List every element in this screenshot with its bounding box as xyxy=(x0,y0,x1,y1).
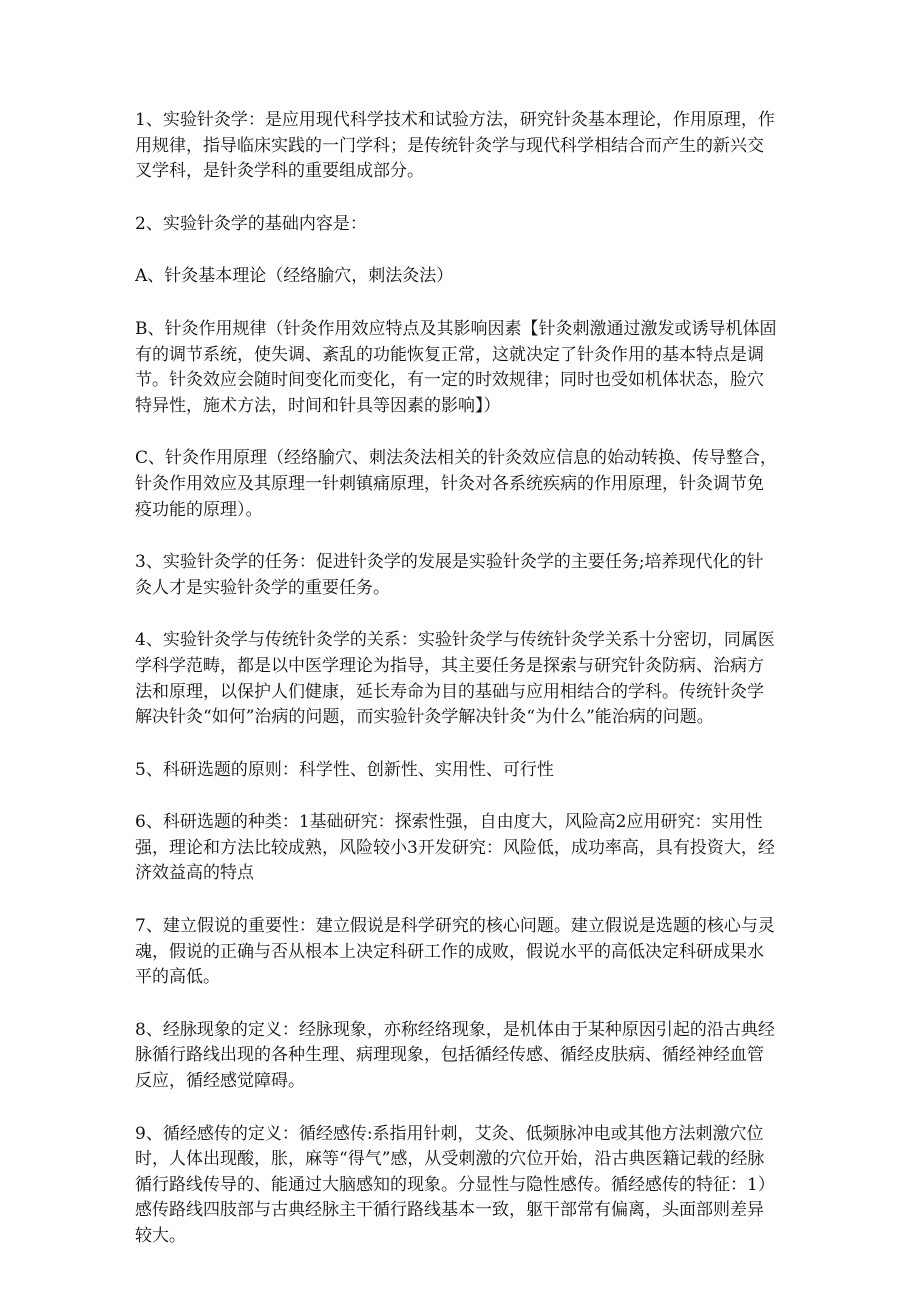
paragraph-2b-action-rules: B、针灸作用规律（针灸作用效应特点及其影响因素【针灸刺激通过激发或诱导机体固有的调节系统，使失调、紊乱的功能恢复正常，这就决定了针灸作用的基本特点是调节。针灸效应会随时间变化而变化，有一定的时效规律；同时也受如机体状态，脸穴特异性，施术方法，时间和针具等因素的影响】） xyxy=(135,318,777,416)
paragraph-4-relationship: 4、实验针灸学与传统针灸学的关系：实验针灸学与传统针灸学关系十分密切，同属医学科学范畴，都是以中医学理论为指导，其主要任务是探索与研究针灸防病、治病方法和原理，以保护人们健康，延长寿命为目的基础与应用相结合的学科。传统针灸学解决针灸“如何”治病的问题，而实验针灸学解决针灸“为什么”能治病的问题。 xyxy=(135,630,775,728)
paragraph-3-tasks: 3、实验针灸学的任务：促进针灸学的发展是实验针灸学的主要任务;培养现代化的针灸人才是实验针灸学的重要任务。 xyxy=(135,552,764,598)
paragraph-9-propagated-sensation: 9、循经感传的定义：循经感传:系指用针刺，艾灸、低频脉冲电或其他方法刺激穴位时，人体出现酸，胀，麻等“得气”感，从受刺激的穴位开始，沿古典医籍记载的经脉循行路线传导的、能通过大脑感知的现象。分显性与隐性感传。循经感传的特征：1）感传路线四肢部与古典经脉主干循行路线基本一致，躯干部常有偏离，头面部则差异较大。 xyxy=(135,1123,775,1246)
paragraph-8-meridian-phenomenon: 8、经脉现象的定义：经脉现象，亦称经络现象，是机体由于某种原因引起的沿古典经脉循行路线出现的各种生理、病理现象，包括循经传感、循经皮肤病、循经神经血管反应，循经感觉障碍。 xyxy=(135,1019,775,1092)
paragraph-6-topic-types: 6、科研选题的种类：1基础研究：探索性强，自由度大，风险高2应用研究：实用性强，理论和方法比较成熟，风险较小3开发研究：风险低，成功率高，具有投资大，经济效益高的特点 xyxy=(135,812,775,884)
paragraph-2a-basic-theory: A、针灸基本理论（经络腧穴，刺法灸法） xyxy=(135,266,454,287)
paragraph-2-basic-content: 2、实验针灸学的基础内容是： xyxy=(135,213,367,234)
paragraph-5-topic-principles: 5、科研选题的原则：科学性、创新性、实用性、可行性 xyxy=(135,759,554,780)
paragraph-7-hypothesis: 7、建立假说的重要性：建立假说是科学研究的核心问题。建立假说是选题的核心与灵魂，假说的正确与否从根本上决定科研工作的成败，假说水平的高低决定科研成果水平的高低。 xyxy=(135,916,775,988)
document-page xyxy=(135,108,780,1277)
paragraph-2c-action-principles: C、针灸作用原理（经络腧穴、刺法灸法相关的针灸效应信息的始动转换、传导整合，针灸作用效应及其原理一针刺镇痛原理，针灸对各系统疾病的作用原理，针灸调节免疫功能的原理）。 xyxy=(135,448,778,520)
paragraph-1-definition: 1、实验针灸学：是应用现代科学技术和试验方法，研究针灸基本理论，作用原理，作用规律，指导临床实践的一门学科；是传统针灸学与现代科学相结合而产生的新兴交叉学科，是针灸学科的重要组成部分。 xyxy=(135,110,775,182)
